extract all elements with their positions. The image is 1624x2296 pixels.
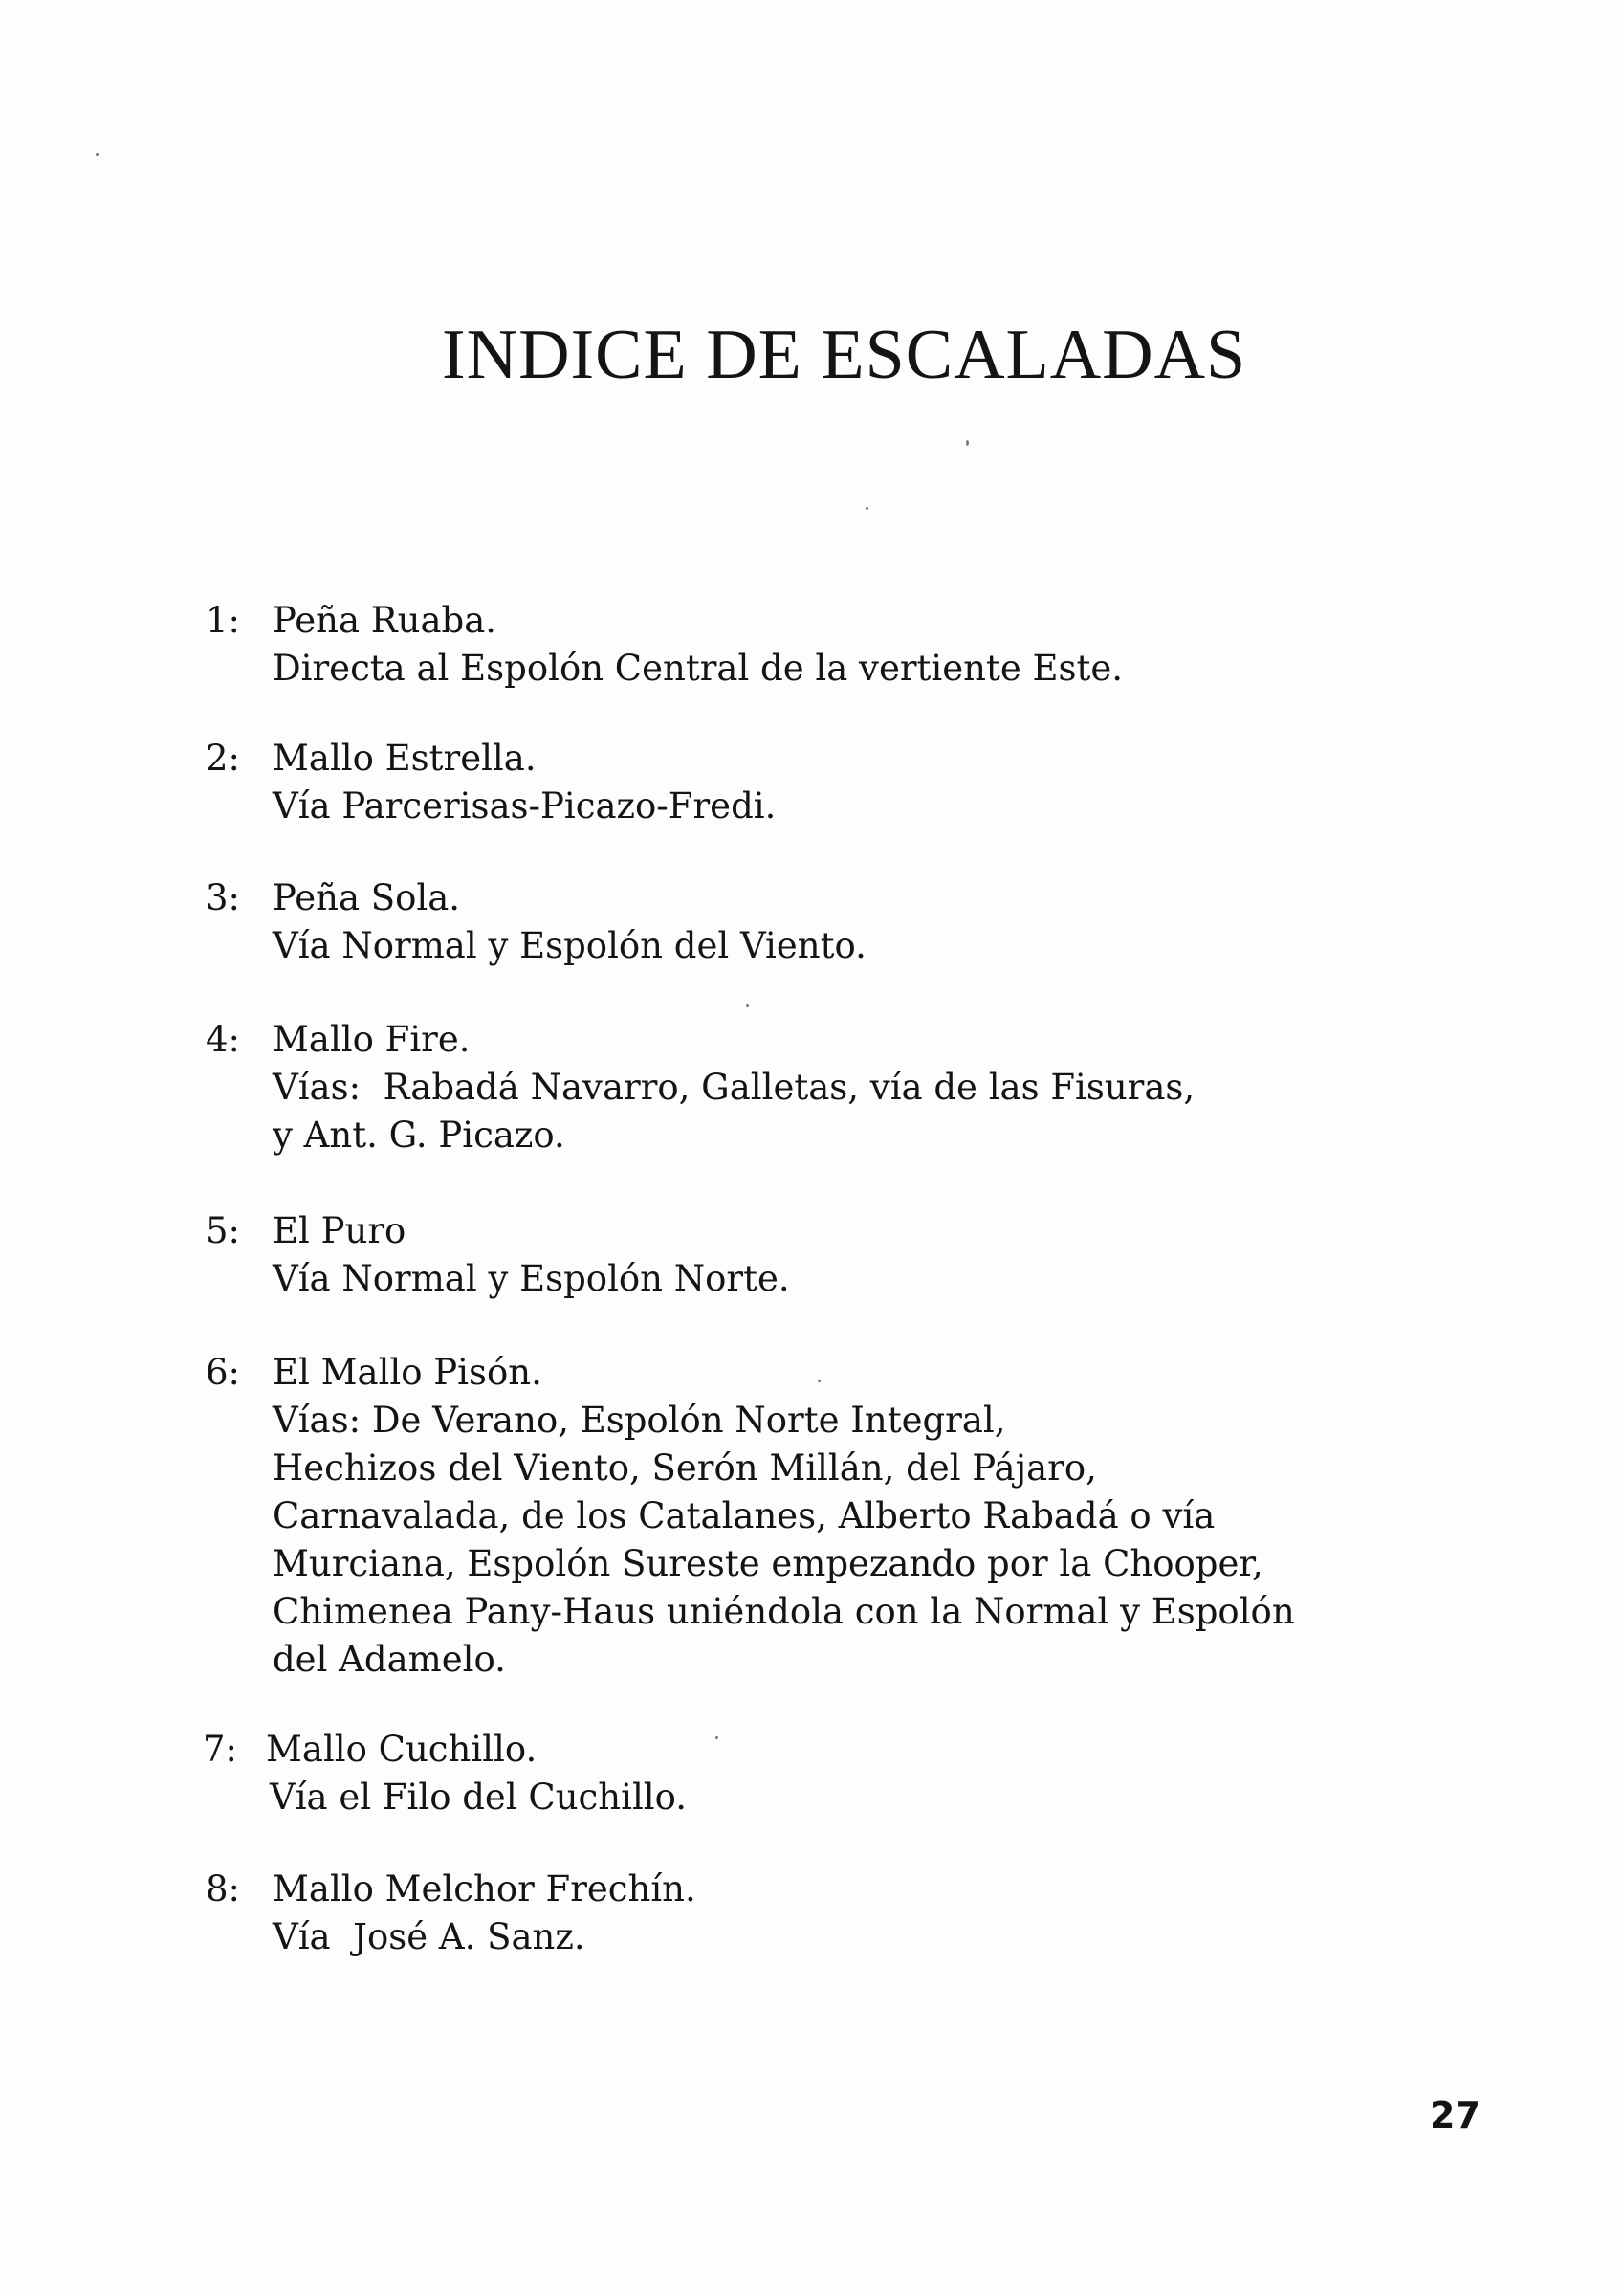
scan-speck	[818, 1380, 821, 1382]
entry-number: 2:	[206, 738, 241, 779]
route-description: Vía Parcerisas-Picazo-Fredi.	[273, 785, 777, 827]
entry-number: 6:	[206, 1352, 241, 1393]
entry-number: 7:	[203, 1729, 238, 1770]
route-description: Directa al Espolón Central de la vertiente Este.	[273, 648, 1124, 689]
route-description: Vías: De Verano, Espolón Norte Integral, Hechizos del Viento, Serón Millán, del Pájaro, Carnavalada, de los Catalanes, Alberto Rabadá o vía Murciana, Espolón Sureste empezando por la Chooper, Chimenea Pany-Haus uniéndola con la Normal y Espolón del Adamelo.	[273, 1400, 1295, 1680]
peak-name: Peña Ruaba.	[273, 600, 497, 641]
peak-name: Mallo Cuchillo.	[266, 1729, 538, 1770]
route-description: Vía José A. Sanz.	[273, 1916, 585, 1957]
page-number: 27	[1430, 2094, 1481, 2136]
entry-number: 8:	[206, 1868, 241, 1910]
entry-number: 5:	[206, 1210, 241, 1251]
peak-name: Mallo Estrella.	[273, 738, 537, 779]
entry-number: 4:	[206, 1019, 241, 1060]
route-description: Vía Normal y Espolón Norte.	[273, 1258, 790, 1299]
entry-number: 3:	[206, 877, 241, 918]
page-title: INDICE DE ESCALADAS	[442, 316, 1247, 394]
peak-name: Mallo Melchor Frechín.	[273, 1868, 696, 1910]
scan-speck	[866, 507, 868, 510]
peak-name: El Mallo Pisón.	[273, 1352, 542, 1393]
route-description: Vías: Rabadá Navarro, Galletas, vía de las Fisuras, y Ant. G. Picazo.	[273, 1067, 1196, 1156]
scan-speck	[746, 1004, 749, 1007]
peak-name: Peña Sola.	[273, 877, 461, 918]
scan-speck	[966, 440, 969, 446]
scan-speck	[715, 1736, 718, 1739]
entry-number: 1:	[206, 600, 241, 641]
peak-name: El Puro	[273, 1210, 406, 1251]
peak-name: Mallo Fire.	[273, 1019, 471, 1060]
route-description: Vía Normal y Espolón del Viento.	[273, 925, 867, 966]
scan-speck	[96, 153, 99, 156]
route-description: Vía el Filo del Cuchillo.	[270, 1777, 687, 1818]
